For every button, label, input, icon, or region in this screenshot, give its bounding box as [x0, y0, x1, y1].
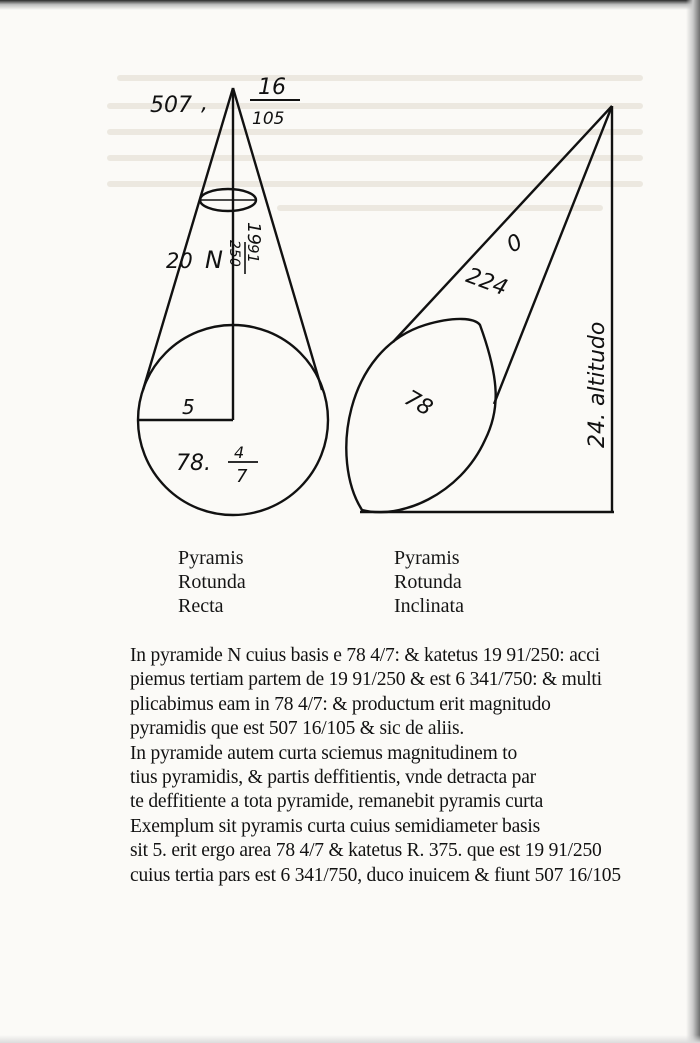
body-paragraph [130, 644, 630, 888]
label-top: 0 [502, 229, 527, 259]
text-line: cuius tertia pars est 6 341/750, duco inuicem & fiunt 507 16/105 [130, 864, 621, 886]
slant-int: 19 [243, 222, 264, 245]
area-num: 4 [234, 443, 245, 462]
caption-inclinata-line: Rotunda [394, 571, 462, 593]
volume-fraction-den: 105 [252, 109, 285, 129]
text-line: Exemplum sit pyramis curta cuius semidiameter basis [130, 815, 541, 837]
radius-label: 5 [182, 395, 195, 419]
label-base: 78 [399, 385, 437, 422]
caption-recta [178, 546, 246, 618]
text-line: tius pyramidis, & partis deffitientis, vnde detracta par [130, 767, 536, 789]
slant-num: 91 [244, 244, 262, 264]
slant-value-rotated [226, 222, 264, 274]
inclined-left-side [393, 106, 612, 342]
tick-mark: , [201, 91, 208, 116]
slant-den: 250 [226, 240, 242, 267]
text-line: In pyramide N cuius basis e 78 4/7: & katetus 19 91/250: acci [130, 645, 600, 666]
text-line: te deffitiente a tota pyramide, remanebit pyramis curta [130, 791, 544, 813]
caption-recta-line: Pyramis [178, 547, 244, 569]
volume-label: 507 [150, 93, 192, 118]
label-mid: 224 [462, 263, 511, 302]
cone-inclinata-diagram [346, 106, 614, 512]
caption-recta-line: Recta [178, 595, 224, 617]
marker-n-glyph: N [205, 246, 223, 274]
text-line: plicabimus eam in 78 4/7: & productum erit magnitudo [130, 693, 551, 715]
text-line: In pyramide autem curta sciemus magnitudinem to [130, 742, 517, 764]
volume-fraction-num: 16 [258, 75, 286, 100]
caption-inclinata [394, 546, 464, 618]
area-den: 7 [236, 466, 248, 487]
caption-inclinata-line: Pyramis [394, 547, 460, 569]
cone-recta-diagram [138, 88, 328, 515]
text-line: sit 5. erit ergo area 78 4/7 & katetus R. 375. que est 19 91/250 [130, 840, 602, 862]
slant-mark-label: 20 [166, 249, 193, 273]
area-label: 78. [176, 451, 211, 476]
caption-inclinata-line: Inclinata [394, 595, 464, 617]
caption-recta-line: Rotunda [178, 571, 246, 593]
cone-inclinata-labels [400, 230, 610, 448]
cone-recta-labels [150, 75, 300, 487]
text-line: piemus tertiam partem de 19 91/250 & est 6 341/750: & multi [130, 669, 602, 691]
altitude-label: 24. altitudo [585, 321, 610, 448]
text-line: pyramidis que est 507 16/105 & sic de aliis. [130, 718, 465, 740]
